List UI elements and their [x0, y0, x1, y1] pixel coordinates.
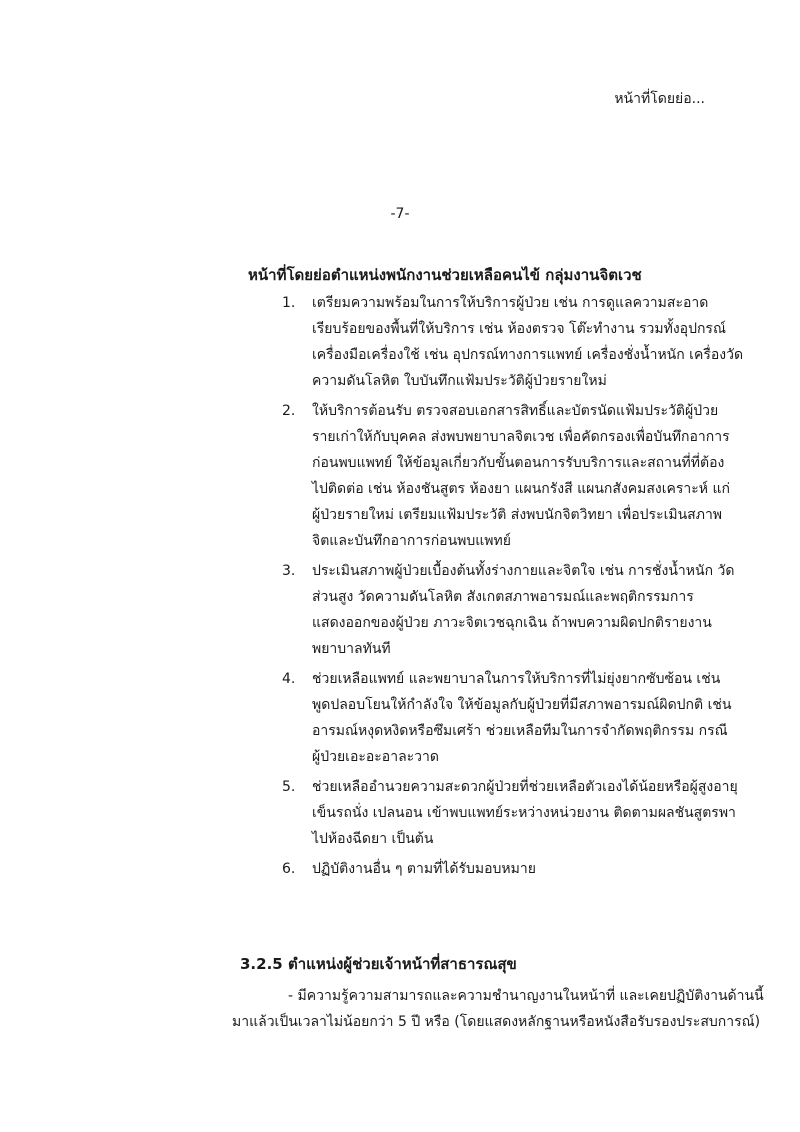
subsection-heading: [240, 952, 517, 976]
qualification-line: - มีความรู้ความสามารถและความชำนาญงานในหน้าที่ และเคยปฏิบัติงานด้านนี้: [288, 988, 764, 1004]
section-title: หน้าที่โดยย่อตำแหน่งพนักงานช่วยเหลือคนไข้ กลุ่มงานจิตเวช: [248, 266, 642, 284]
duty-text-line: ช่วยเหลืออำนวยความสะดวกผู้ป่วยที่ช่วยเหลือตัวเองได้น้อยหรือผู้สูงอายุ: [312, 779, 738, 795]
duty-text-line: ช่วยเหลือแพทย์ และพยาบาลในการให้บริการที่ไม่ยุ่งยากซับซ้อน เช่น: [312, 671, 721, 687]
duty-text-line: พยาบาลทันที: [312, 641, 391, 657]
duty-text-line: เตรียมความพร้อมในการให้บริการผู้ป่วย เช่น การดูแลความสะอาด: [312, 295, 709, 311]
duty-text-line: เครื่องมือเครื่องใช้ เช่น อุปกรณ์ทางการแพทย์ เครื่องชั่งน้ำหนัก เครื่องวัด: [312, 347, 744, 363]
duty-text-line: เรียบร้อยของพื้นที่ให้บริการ เช่น ห้องตรวจ โต๊ะทำงาน รวมทั้งอุปกรณ์: [312, 321, 726, 337]
continued-header: หน้าที่โดยย่อ...: [614, 91, 705, 107]
page-number: -7-: [390, 206, 410, 222]
duty-item: [282, 558, 735, 662]
duty-text-line: ปฏิบัติงานอื่น ๆ ตามที่ได้รับมอบหมาย: [312, 861, 536, 877]
duty-item: [282, 666, 732, 770]
duty-text-line: ประเมินสภาพผู้ป่วยเบื้องต้นทั้งร่างกายและจิตใจ เช่น การชั่งน้ำหนัก วัด: [312, 563, 735, 579]
duty-number: 5.: [282, 779, 296, 795]
duty-text-line: ความดันโลหิต ใบบันทึกแฟ้มประวัติผู้ป่วยรายใหม่: [312, 373, 607, 389]
duty-text-line: แสดงออกของผู้ป่วย ภาวะจิตเวชฉุกเฉิน ถ้าพบความผิดปกติรายงาน: [312, 615, 712, 631]
duty-text-line: เข็นรถนั่ง เปลนอน เข้าพบแพทย์ระหว่างหน่วยงาน ติดตามผลชันสูตรพา: [312, 805, 736, 821]
duty-text-line: รายเก่าให้กับบุคคล ส่งพบพยาบาลจิตเวช เพื่อคัดกรองเพื่อบันทึกอาการ: [312, 429, 730, 445]
duty-list: [282, 290, 744, 886]
duty-text-line: ก่อนพบแพทย์ ให้ข้อมูลเกี่ยวกับขั้นตอนการรับบริการและสถานที่ที่ต้อง: [312, 455, 725, 471]
subsection-number: 3.2.5: [240, 955, 283, 973]
duty-number: 1.: [282, 295, 296, 311]
subsection-title: ตำแหน่งผู้ช่วยเจ้าหน้าที่สาธารณสุข: [288, 955, 517, 973]
duty-number: 2.: [282, 403, 296, 419]
duty-item: [282, 774, 738, 852]
duty-text-line: ผู้ป่วยรายใหม่ เตรียมแฟ้มประวัติ ส่งพบนักจิตวิทยา เพื่อประเมินสภาพ: [312, 507, 723, 523]
duty-number: 3.: [282, 563, 296, 579]
duty-text-line: ไปห้องฉีดยา เป็นต้น: [312, 831, 434, 847]
duty-text-line: ให้บริการต้อนรับ ตรวจสอบเอกสารสิทธิ์และบัตรนัดแฟ้มประวัติผู้ป่วย: [312, 403, 719, 419]
duty-text-line: ส่วนสูง วัดความดันโลหิต สังเกตสภาพอารมณ์และพฤติกรรมการ: [312, 589, 694, 605]
qualification-line: มาแล้วเป็นเวลาไม่น้อยกว่า 5 ปี หรือ (โดยแสดงหลักฐานหรือหนังสือรับรองประสบการณ์): [232, 1014, 761, 1030]
duty-item: [282, 290, 744, 394]
duty-number: 6.: [282, 861, 296, 877]
duty-item: [282, 856, 722, 882]
duty-number: 4.: [282, 671, 296, 687]
duty-text-line: ไปติดต่อ เช่น ห้องชันสูตร ห้องยา แผนกรังสี แผนกสังคมสงเคราะห์ แก่: [312, 481, 730, 497]
duty-item: [282, 398, 730, 554]
duty-text-line: อารมณ์หงุดหงิดหรือซึมเศร้า ช่วยเหลือทีมในการจำกัดพฤติกรรม กรณี: [312, 723, 728, 739]
duty-text-line: จิตและบันทึกอาการก่อนพบแพทย์: [312, 533, 511, 549]
duty-text-line: ผู้ป่วยเอะอะอาละวาด: [312, 749, 439, 765]
duty-text-line: พูดปลอบโยนให้กำลังใจ ให้ข้อมูลกับผู้ป่วยที่มีสภาพอารมณ์ผิดปกติ เช่น: [312, 697, 732, 713]
